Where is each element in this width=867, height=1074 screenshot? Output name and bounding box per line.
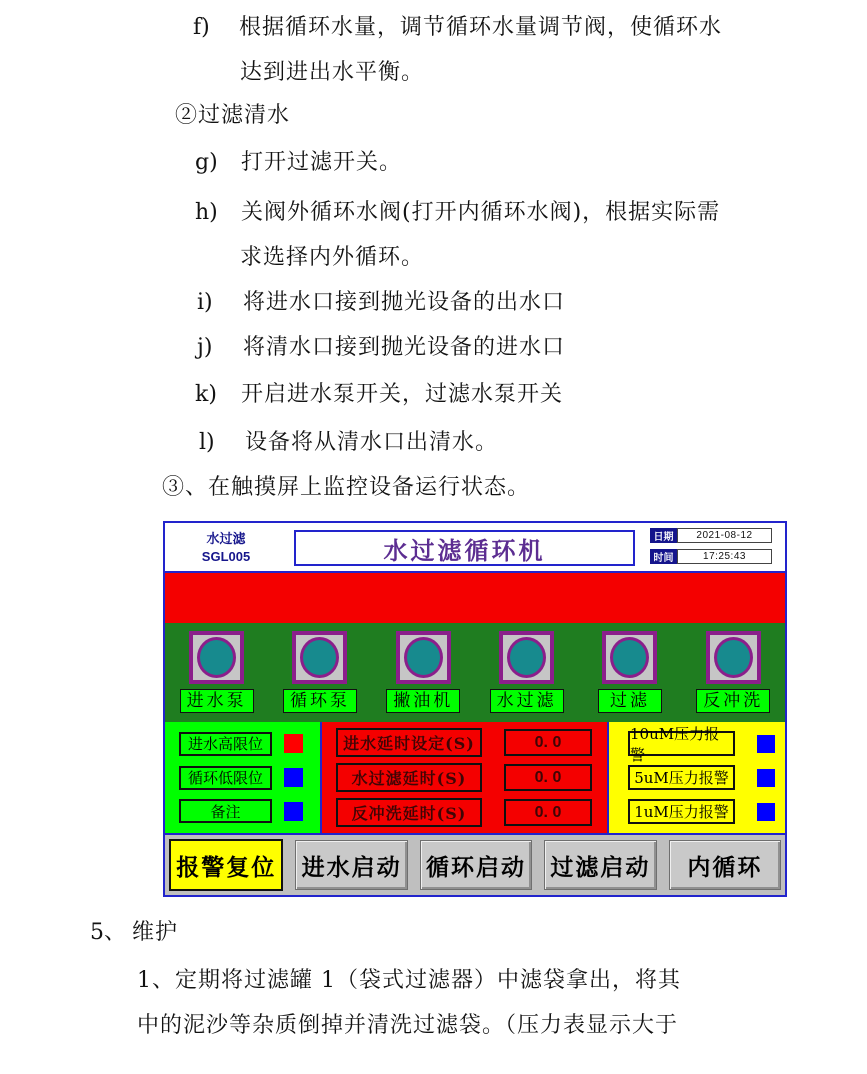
maintenance-line-1 [137,963,681,994]
pump-switch-widget[interactable] [602,631,657,684]
pump-switch-widget[interactable] [292,631,347,684]
list-item-j [197,330,565,361]
internal-circulation-button[interactable]: 内循环 [669,840,781,890]
hmi-header [165,523,785,573]
pump-label: 撇油机 [386,689,460,713]
section-heading-3 [162,470,530,501]
list-text: 关阀外循环水阀(打开内循环水阀)，根据实际需 [241,200,721,225]
inlet-start-button[interactable]: 进水启动 [295,840,407,890]
limit-label: 进水高限位 [179,732,272,756]
limit-indicator[interactable] [284,802,303,821]
heading-text: ②过滤清水 [175,103,291,128]
delay-label: 反冲洗延时(S) [336,798,482,827]
limit-row-inlet-high [165,732,320,756]
pump-label: 循环泵 [283,689,357,713]
device-code: SGL005 [201,549,251,565]
datetime-block [650,528,772,570]
alarm-indicator[interactable] [757,803,775,821]
pump-switch-widget[interactable] [189,631,244,684]
alarm-row-10um [609,724,785,764]
section-title: 维护 [132,920,179,945]
delay-row-water-filter [322,763,607,792]
delay-label: 水过滤延时(S) [336,763,482,792]
limit-switch-section [165,722,322,833]
heading-text: ③、在触摸屏上监控设备运行状态。 [162,475,531,500]
list-marker: k) [195,382,217,407]
list-text: 将清水口接到抛光设备的进水口 [243,335,566,360]
alarm-row-1um [609,799,785,824]
pump-status-area [165,623,785,722]
list-item-k [195,377,563,408]
pump-switch-widget[interactable] [499,631,554,684]
delay-label: 进水延时设定(S) [336,728,482,757]
list-text: 将进水口接到抛光设备的出水口 [243,290,566,315]
alarm-indicator[interactable] [757,735,775,753]
list-item-f-cont [240,55,424,86]
pressure-alarm-section [609,722,785,833]
pump-label: 水过滤 [490,689,564,713]
control-button-bar [165,835,785,895]
hmi-panel [163,521,787,897]
date-row [650,528,772,543]
limit-label: 备注 [179,799,272,823]
list-item-i [197,285,565,316]
device-id [183,530,269,566]
list-item-l [199,425,498,456]
list-marker: h) [195,200,218,225]
limit-indicator[interactable] [284,734,303,753]
pump-column-circulation-pump [268,623,371,722]
list-marker: i) [197,290,213,315]
list-marker: f) [193,15,210,40]
alarm-reset-button[interactable]: 报警复位 [169,839,283,891]
limit-label: 循环低限位 [179,766,272,790]
list-text: 求选择内外循环。 [240,245,425,270]
list-marker: j) [197,335,213,360]
alarm-label: 1uM压力报警 [628,799,735,824]
alarm-row-5um [609,765,785,790]
list-item-h [195,195,720,226]
list-text: 开启进水泵开关，过滤水泵开关 [241,382,564,407]
limit-indicator[interactable] [284,768,303,787]
pump-column-backwash [682,623,785,722]
alarm-label: 5uM压力报警 [628,765,735,790]
list-marker: l) [199,430,215,455]
time-row [650,549,772,564]
pump-lamp-icon [404,637,443,678]
pump-label: 进水泵 [180,689,254,713]
alarm-label: 10uM压力报警 [628,731,735,756]
limit-row-circulation-low [165,766,320,790]
delay-value-field[interactable]: 0. 0 [504,799,592,826]
pump-label: 反冲洗 [696,689,770,713]
filter-start-button[interactable]: 过滤启动 [544,840,656,890]
delay-value-field[interactable]: 0. 0 [504,729,592,756]
pump-switch-widget[interactable] [706,631,761,684]
list-text: 设备将从清水口出清水。 [245,430,499,455]
pump-column-oil-skimmer [372,623,475,722]
list-text: 达到进出水平衡。 [240,60,425,85]
pump-switch-widget[interactable] [396,631,451,684]
pump-lamp-icon [507,637,546,678]
pump-column-water-filter [475,623,578,722]
device-name: 水过滤 [206,531,246,546]
list-item-h-cont [240,240,424,271]
section-number: 5、 [90,920,126,945]
time-value: 17:25:43 [677,549,772,564]
pump-lamp-icon [300,637,339,678]
delay-value-field[interactable]: 0. 0 [504,764,592,791]
section-5-heading [90,915,178,946]
screen-title: 水过滤循环机 [294,530,635,566]
pump-label: 过滤 [598,689,662,713]
paragraph-text: 中的泥沙等杂质倒掉并清洗过滤袋。（压力表显示大于 [137,1013,679,1038]
delay-settings-section [322,722,609,833]
delay-row-inlet [322,728,607,757]
pump-column-filter [578,623,681,722]
pump-lamp-icon [197,637,236,678]
date-value: 2021-08-12 [677,528,772,543]
pump-lamp-icon [714,637,753,678]
list-item-f [193,10,722,41]
list-marker: g) [195,150,218,175]
paragraph-text: 1、定期将过滤罐 1（袋式过滤器）中滤袋拿出，将其 [137,968,681,993]
alarm-indicator[interactable] [757,769,775,787]
section-heading-2 [175,98,290,129]
limit-row-remark [165,799,320,823]
date-label: 日期 [650,528,677,543]
alarm-banner [165,573,785,623]
list-text: 根据循环水量，调节循环水量调节阀，使循环水 [239,15,723,40]
circulation-start-button[interactable]: 循环启动 [420,840,532,890]
pump-lamp-icon [610,637,649,678]
delay-row-backwash [322,798,607,827]
list-item-g [195,145,402,176]
status-area [165,722,785,835]
maintenance-line-2 [137,1008,678,1039]
list-text: 打开过滤开关。 [241,150,403,175]
pump-column-inlet-pump [165,623,268,722]
time-label: 时间 [650,549,677,564]
